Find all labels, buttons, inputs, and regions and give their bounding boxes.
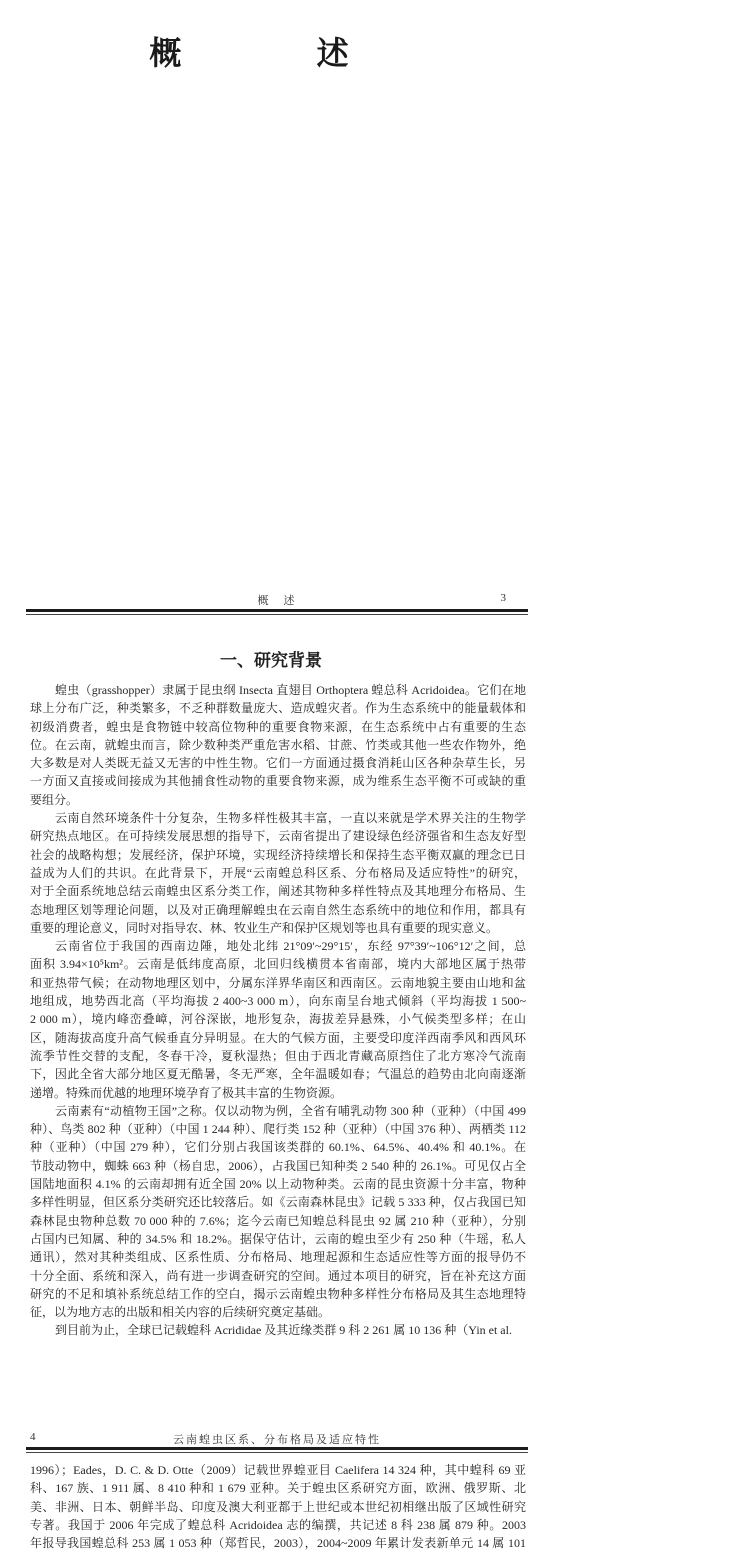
paragraph bbox=[30, 681, 526, 809]
text-line: 云南省位于我国的西南边陲，地处北纬 21°09′~29°15′，东经 97°39′~106°12′之间，总 bbox=[55, 939, 526, 954]
text-line: 1996）；Eades，D. C. & D. Otte（2009）记载世界蝗亚目 Caelifera 14 324 种，其中蝗科 69 亚 bbox=[30, 1463, 526, 1477]
text-line: 大多数是对人类既无益又无害的中性生物。它们一方面通过摄食消耗山区各种杂草生长，另 bbox=[30, 756, 526, 771]
text-line: 面积 3.94×10⁵km²。云南是低纬度高原，北回归线横贯本省南部，境内大部地区属于热带 bbox=[30, 957, 526, 972]
text-line: 益成为人们的共识。在此背景下，开展“云南蝗总科区系、分布格局及适应特性”的研究， bbox=[30, 865, 526, 880]
text-line: 通讯），然对其种类组成、区系性质、分布格局、地理起源和生态适应性等方面的报导仍不 bbox=[30, 1250, 526, 1265]
paragraph bbox=[30, 1102, 526, 1322]
text-line: 一方面又直接或间接成为其他捕食性动物的重要食物来源，成为维系生态平衡不可或缺的重 bbox=[30, 774, 526, 789]
page3-body bbox=[30, 681, 526, 1340]
page4-body bbox=[30, 1461, 526, 1552]
text-line: 研究的不足和填补系统总结工作的空白，揭示云南蝗虫物种多样性分布格局及其生态地理特 bbox=[30, 1286, 526, 1301]
text-line: 科、167 族、1 911 属、8 410 种和 1 679 亚种。关于蝗虫区系研究方面，欧洲、俄罗斯、北 bbox=[30, 1481, 526, 1496]
text-line: 云南自然环境条件十分复杂，生物多样性极其丰富，一直以来就是学术界关注的生物学 bbox=[55, 811, 526, 826]
text-line: 对于全面系统地总结云南蝗虫区系分类工作，阐述其物种多样性特点及其地理分布格局、生 bbox=[30, 884, 526, 899]
text-line: 位。在云南，就蝗虫而言，除少数种类严重危害水稻、甘蔗、竹类或其他一些农作物外，绝 bbox=[30, 737, 526, 752]
text-line: 下，因此全省大部分地区夏无酷暑，冬无严寒，全年温暖如春；气温总的趋势由北向南逐渐 bbox=[30, 1067, 526, 1082]
text-line: 初级消费者，蝗虫是食物链中较高位物种的重要食物来源，在生态系统中占有重要的生态 bbox=[30, 719, 526, 734]
page-number: 3 bbox=[500, 592, 506, 604]
text-line: 态地理区划等理论问题，以及对正确理解蝗虫在云南自然生态系统中的地位和作用，都具有 bbox=[30, 902, 526, 917]
text-line: 研究热点地区。在可持续发展思想的指导下，云南省提出了建设绿色经济强省和生态友好型 bbox=[30, 829, 526, 844]
text-line: 重要的理论意义，同时对指导农、林、牧业生产和保护区规划等也具有重要的现实意义。 bbox=[30, 920, 499, 935]
header-rule-thin bbox=[26, 614, 528, 615]
chapter-title: 概 述 bbox=[149, 34, 411, 72]
text-line: 多样性明显，但区系分类研究还比较落后。如《云南森林昆虫》记载 5 333 种，仅占我国已知 bbox=[30, 1195, 526, 1210]
section-heading: 一、研究背景 bbox=[220, 651, 322, 671]
running-head-title: 云南蝗虫区系、分布格局及适应特性 bbox=[173, 1434, 381, 1446]
text-line: 和亚热带气候；在动物地理区划中，分属东洋界华南区和西南区。云南地貌主要由山地和盆 bbox=[30, 975, 526, 990]
text-line: 美、非洲、日本、朝鲜半岛、印度及澳大利亚都于上世纪或本世纪初相继出版了区域性研究 bbox=[30, 1499, 526, 1514]
text-line: 云南素有“动植物王国”之称。仅以动物为例，全省有哺乳动物 300 种（亚种）（中国 499 bbox=[55, 1103, 526, 1118]
text-line: 国陆地面积 4.1% 的云南却拥有近全国 20% 以上动物种类。云南的昆虫资源十分丰富，物种 bbox=[30, 1177, 526, 1192]
text-line: 专著。我国于 2006 年完成了蝗总科 Acridoidea 志的编撰，共记述 8 科 238 属 879 种。2003 bbox=[30, 1517, 526, 1532]
text-line: 种）、鸟类 802 种（亚种）（中国 1 244 种）、爬行类 152 种（亚种）（中国 376 种）、两栖类 112 bbox=[30, 1122, 526, 1137]
text-line: 占国内已知属、种的 34.5% 和 18.2%。据保守估计，云南的蝗虫至少有 250 种（牛瑶，私人 bbox=[30, 1231, 526, 1246]
text-line: 森林昆虫物种总数 70 000 种的 7.6%；迄今云南已知蝗总科昆虫 92 属 210 种（亚种），分别 bbox=[30, 1213, 526, 1228]
text-line: 到目前为止，全球已记载蝗科 Acrididae 及其近缘类群 9 科 2 261 属 10 136 种（Yin et al. bbox=[55, 1323, 512, 1338]
header-rule-thick bbox=[26, 1447, 528, 1450]
header-rule-thin bbox=[26, 1452, 528, 1453]
running-head-title: 概 述 bbox=[257, 595, 297, 607]
paragraph bbox=[30, 937, 526, 1102]
text-line: 征，以为地方志的出版和相关内容的后续研究奠定基础。 bbox=[30, 1305, 331, 1320]
text-line: 种（亚种）（中国 279 种），它们分别占我国该类群的 60.1%、64.5%、40.4% 和 40.1%。在 bbox=[30, 1140, 526, 1155]
paragraph bbox=[30, 809, 526, 937]
text-line: 要组分。 bbox=[30, 792, 79, 807]
text-line: 节肢动物中，蜘蛛 663 种（杨自忠，2006），占我国已知种类 2 540 种的 26.1%。可见仅占全 bbox=[30, 1158, 526, 1173]
text-line: 社会的战略构想；发展经济，保护环境，实现经济持续增长和保持生态平衡双赢的理念已日 bbox=[30, 847, 526, 862]
paragraph bbox=[30, 1321, 526, 1339]
text-line: 递增。特殊而优越的地理环境孕育了极其丰富的生物资源。 bbox=[30, 1085, 343, 1100]
header-rule-thick bbox=[26, 609, 528, 612]
text-line: 地组成，地势西北高（平均海拔 2 400~3 000 m），向东南呈台地式倾斜（平均海拔 1 500~ bbox=[30, 994, 526, 1009]
text-line: 蝗虫（grasshopper）隶属于昆虫纲 Insecta 直翅目 Orthoptera 蝗总科 Acridoidea。它们在地 bbox=[55, 683, 526, 697]
text-line: 年报导我国蝗总科 253 属 1 053 种（郑哲民，2003），2004~2009 年累计发表新单元 14 属 101 bbox=[30, 1536, 526, 1551]
page-number: 4 bbox=[30, 1431, 36, 1443]
text-line: 流季节性交替的支配，冬春干冷，夏秋湿热；但由于西北青藏高原挡住了北方寒冷气流南 bbox=[30, 1048, 526, 1063]
text-line: 球上分布广泛，种类繁多，不乏种群数量庞大、造成蝗灾者。作为生态系统中的能量载体和 bbox=[30, 701, 526, 716]
text-line: 十分全面、系统和深入，尚有进一步调查研究的空间。通过本项目的研究，旨在补充这方面 bbox=[30, 1268, 526, 1283]
text-line: 区，随海拔高度升高气候垂直分异明显。在大的气候方面，主要受印度洋西南季风和西风环 bbox=[30, 1030, 526, 1045]
text-line: 2 000 m），境内峰峦叠嶂，河谷深嵌，地形复杂，海拔差异悬殊，小气候类型多样；在山 bbox=[30, 1012, 526, 1027]
